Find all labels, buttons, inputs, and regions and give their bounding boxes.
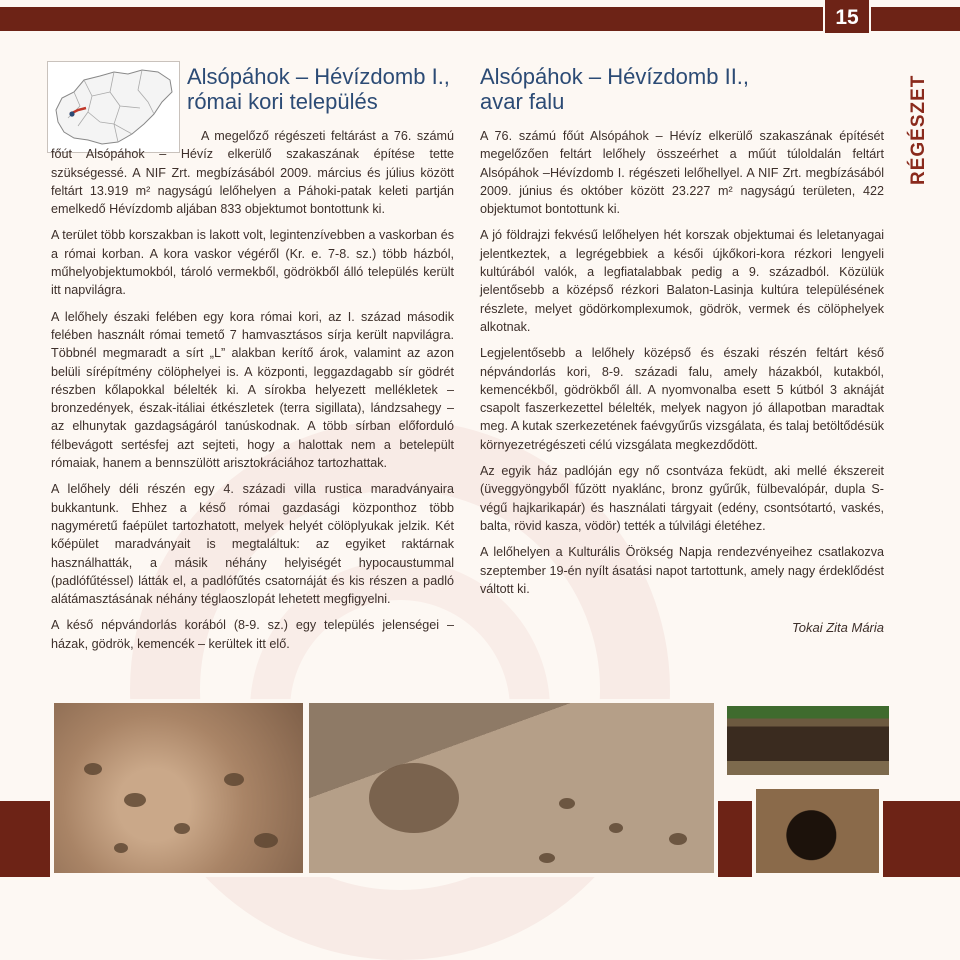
article1-paragraph: A lelőhely déli részén egy 4. századi villa rustica maradványaira bukkantunk. Ehhez a késő római gazdasági központhoz több nagyméretű faépület tartozhatott, melyek helyét cölöplyukak jelzik. Két kőépület maradványait is megtaláltuk: az egyiket raktárnak használhatták, a másik néhány helyiségét hypocaustummal (padlófűtéssel) látták el, a padlófűtés csatornáját és kis részen a padló alátámasztásának néhány téglaoszlopát lehetett megfigyelni. [51, 482, 454, 607]
article2-paragraph: Legjelentősebb a lelőhely középső és északi részén feltárt késő népvándorlás kori, 8-9. századi falu, amely házakból, kutakból, kemencékből, gödrökből áll. A nyomvonalba esett 5 kútból 3 aknáját csapolt faszerkezettel bélelték, melyek nagyon jó állapotban maradtak meg. A kutak szerkezetének faévgyűrűs vizsgálata, és talaj betöltődésük környezetrégészeti célú vizsgálata megkezdődött. [480, 346, 884, 452]
excavation-photo-house [305, 699, 718, 877]
excavation-photo-well-shaft [752, 785, 883, 877]
article2-paragraph: Az egyik ház padlóján egy nő csontváza feküdt, aki mellé ékszereit (üveggyöngyből fűzött nyaklánc, bronz gyűrűk, fülbevalópár, dupla S-végű hajkarikapár) és használati tárgyait (edény, csontsótartó, vaskés, balta, rövid kasza, vödör) tették a túlvilági életéhez. [480, 464, 884, 533]
article1-paragraph: A lelőhely északi felében egy kora római kori, az I. század második felében használt római temető 7 hamvasztásos sírja került napvilágra. Többnél megmaradt a sírt „L” alakban kerítő árok, valamint az azon belüli sírépítmény cölöphelyei is. A központi, leggazdagabb sír gödrét részben kőlapokkal bélelték ki. A sírokba helyezett mellékletek – bronzedények, észak-itáliai étkészletek (terra sigillata), lándzsahegy – az elhunytak gazdagságáról tanúskodnak. A több sírban előforduló félbevágott sertésfej azt sejteti, hogy a halottak nem a betelepült rómaiak, hanem a bennszülött arisztokráciához tartozhattak. [51, 309, 454, 471]
article2-body [480, 127, 884, 606]
article1-paragraph: A késő népvándorlás korából (8-9. sz.) egy település jelenségei – házak, gödrök, kemencék – kerültek itt elő. [51, 618, 454, 651]
article2-paragraph: A lelőhelyen a Kulturális Örökség Napja rendezvényeihez csatlakozva szeptember 19-én nyílt ásatási napot tartottunk, amely nagy érdeklődést váltott ki. [480, 545, 884, 596]
article2-title-line2: avar falu [480, 89, 565, 114]
top-bar [0, 7, 960, 31]
article1-title-line2: római kori település [187, 89, 378, 114]
excavation-photo-postholes [50, 699, 307, 877]
article1-paragraph: A megelőző régészeti feltárást a 76. számú főút Alsópáhok – Hévíz elkerülő szakaszának építése tette szükségessé. A NIF Zrt. megbízásából 2009. március és július között feltárt 13.919 m² nagyságú lelőhelyen a Páhoki-patak keleti partján emelkedő Hévízdomb aljában 833 objektumot bontottunk ki. [51, 129, 454, 217]
article1-title [187, 64, 450, 114]
section-label: RÉGÉSZET [908, 74, 929, 185]
page-number: 15 [823, 0, 871, 33]
article1-title-line1: Alsópáhok – Hévízdomb I., [187, 64, 450, 89]
article2-title-line1: Alsópáhok – Hévízdomb II., [480, 64, 750, 89]
article2-paragraph: A 76. számú főút Alsópáhok – Hévíz elkerülő szakaszának építését megelőzően feltárt lelőhely összeérhet a műút túloldalán feltárt Alsópáhok –Hévízdomb I. régészeti lelőhellyel. A NIF Zrt. megbízásából 2009. június és október között 23.227 m² nagyságú területen, 422 objektumot bontottunk ki. [480, 129, 884, 217]
author-name: Tokai Zita Mária [792, 620, 884, 635]
article1-body [51, 127, 454, 661]
article1-paragraph: A terület több korszakban is lakott volt, legintenzívebben a vaskorban és a római korban. A kora vaskor végéről (Kr. e. 7-8. sz.) több házból, műhelyobjektumokból, tároló vermekből, gödrökből álló település került itt napvilágra. [51, 228, 454, 298]
excavation-photo-well-structure [723, 702, 893, 779]
article2-title [480, 64, 749, 114]
article2-paragraph: A jó földrajzi fekvésű lelőhelyen hét korszak objektumai és leletanyagai jelentkeztek, a legrégebbiek a késői újkőkori-kora rézkori lengyeli kultúrából valók, a legfiatalabbak pedig a 9. századból. Közülük jelentősebb a középső rézkori Balaton-Lasinja kultúra településének részlete, melyet gödörkomplexumok, gödrök, vermek és cölöphelyek alkotnak. [480, 228, 884, 334]
